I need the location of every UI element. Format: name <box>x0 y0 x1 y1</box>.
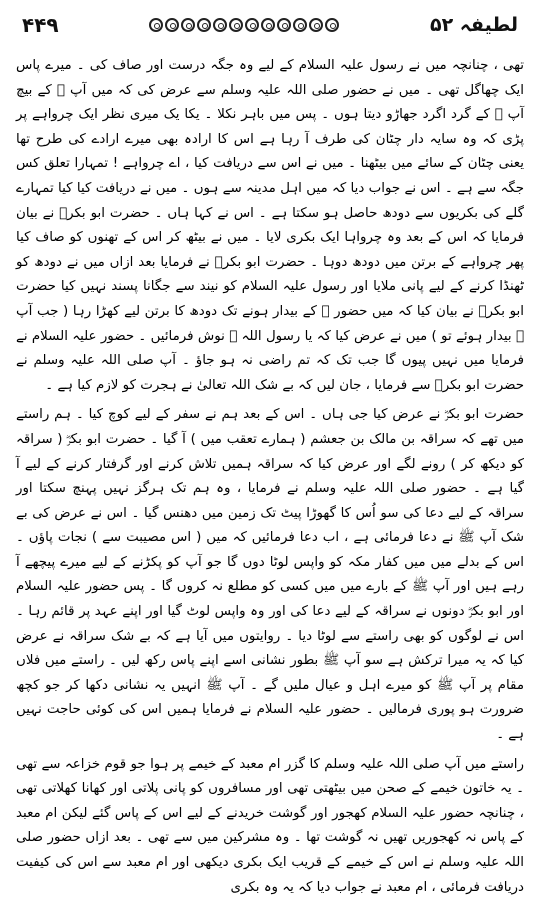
ornament-ring-icon <box>293 18 307 32</box>
header-ornament <box>149 18 339 32</box>
running-head: لطیفہ ۵۲ <box>429 14 518 36</box>
ornament-ring-icon <box>165 18 179 32</box>
ornament-ring-icon <box>181 18 195 32</box>
ornament-ring-icon <box>277 18 291 32</box>
ornament-ring-icon <box>325 18 339 32</box>
page-number: ۴۴۹ <box>22 13 59 37</box>
ornament-ring-icon <box>245 18 259 32</box>
paragraph: حضرت ابو بکرؓ نے عرض کیا جی ہاں ۔ اس کے بعد ہم نے سفر کے لیے کوچ کیا ۔ ہم راستے میں تھے کہ سراقہ بن مالک بن جعشم ( ہمارے تعقب میں ) آ گیا ۔ حضرت ابو بکرؓ ( سراقہ کو دیکھ کر ) رونے لگے اور عرض کیا کہ سراقہ ہمیں تلاش کرنے اور گرفتار کرنے کے لیے آ گیا ہے ۔ حضور صلی اللہ علیہ وسلم نے فرمایا ، وہ ہم تک ہرگز نہیں پہنچ سکتا اور سراقہ کے لیے دعا کی سو اُس کا گھوڑا پیٹ تک زمین میں دھنس گیا ۔ اس نے عرض کی بے شک آپ ﷺ نے دعا فرمائی ہے ، اب دعا فرمائیں کہ میں ( اس مصیبت سے ) نجات پاؤں ۔ اس کے بدلے میں میں کفار مکہ کو واپس لوٹا دوں گا جو آپ کو پکڑنے کے لیے میرے پیچھے آ رہے ہیں اور آپ ﷺ کے بارے میں میں کسی کو مطلع نہ کروں گا ۔ پس حضور علیہ السلام اور ابو بکرؓ دونوں نے سراقہ کے لیے دعا کی اور وہ واپس لوٹ گیا اور اپنے عہد پر قائم رہا ۔ اس نے لوگوں کو بھی راستے سے لوٹا دیا ۔ روایتوں میں آیا ہے کہ بے شک سراقہ نے عرض کیا کہ یہ میرا ترکش ہے سو آپ ﷺ بطور نشانی اسے اپنے پاس رکھ لیں ۔ راستے میں فلاں مقام پر آپ ﷺ کو میرے اہل و عیال ملیں گے ۔ آپ ﷺ انہیں یہ نشانی دکھا کر جو کچھ ضرورت ہو پوری فرمالیں ۔ حضور علیہ السلام نے فرمایا ہمیں اس کی کوئی حاجت نہیں ہے ۔ <box>16 407 524 743</box>
ornament-ring-icon <box>197 18 211 32</box>
ornament-ring-icon <box>309 18 323 32</box>
paragraph: تھی ، چنانچہ میں نے رسول علیہ السلام کے لیے وہ جگہ درست اور صاف کی ۔ میرے پاس ایک چھاگل تھی ۔ میں نے حضور صلی اللہ علیہ وسلم سے عرض کی کہ میں آپ ﷺ کے بیچ آپ ﷺ کے گرد اگرد جھاڑو دیتا ہوں ۔ پس میں باہر نکلا ۔ یکا یک میری نظر ایک چرواہے پر پڑی کہ وہ سایہ دار چٹان کی طرف آ رہا ہے اس کا ارادہ بھی میرے ارادے کی طرح تھا یعنی چٹان کے سائے میں بیٹھنا ۔ میں نے اس سے دریافت کیا ، اے چرواہے ! تمہارا تعلق کس جگہ سے ہے ۔ اس نے جواب دیا کہ میں اہل مدینہ سے ہوں ۔ میں نے دریافت کیا کیا تمہارے گلے کی بکریوں سے دودھ حاصل ہو سکتا ہے ۔ اس نے کہا ہاں ۔ حضرت ابو بکرؓ نے بیان فرمایا کہ اس کے بعد وہ چرواہا ایک بکری لایا ۔ میں نے بیٹھ کر اس کے تھنوں کو صاف کیا پھر چرواہے کے برتن میں دودھ دوہا ۔ حضرت ابو بکرؓ نے فرمایا بعد ازاں میں نے دودھ کو ٹھنڈا کرنے کے لیے پانی ملایا اور رسول علیہ السلام کو نیند سے جگانا پسند نہیں کیا حضرت ابو بکرؓ نے بیان کیا کہ میں حضور ﷺ کے بیدار ہونے تک دودھ کا برتن لیے کھڑا رہا ( جب آپ ﷺ بیدار ہوئے تو ) میں نے عرض کیا کہ یا رسول اللہ ﷺ نوش فرمائیں ۔ حضور علیہ السلام نے فرمایا میں نہیں پیوں گا جب تک کہ تم راضی نہ ہو جاؤ ۔ آپ صلی اللہ علیہ وسلم نے حضرت ابو بکرؓ سے فرمایا ، جان لیں کہ بے شک اللہ تعالیٰ نے ہجرت کو لازم کیا ہے ۔ <box>16 58 524 393</box>
page-header <box>22 10 518 40</box>
paragraph: راستے میں آپ صلی اللہ علیہ وسلم کا گزر ام معبد کے خیمے پر ہوا جو قوم خزاعہ سے تھی ۔ یہ خاتون خیمے کے صحن میں بیٹھتی تھی اور مسافروں کو پانی پلاتی اور کھانا کھلاتی تھی ، چنانچہ حضور علیہ السلام کھجور اور گوشت خریدنے کے لیے اس کے پاس گئے لیکن ام معبد کے پاس نہ کھجوریں تھیں نہ گوشت تھا ۔ وہ مشرکین میں سے تھی ۔ بعد ازاں حضور صلی اللہ علیہ وسلم نے اس کے خیمے کے قریب ایک بکری دیکھی اور ام معبد سے اس کی کیفیت دریافت فرمائی ، ام معبد نے جواب دیا کہ یہ وہ بکری <box>16 756 524 895</box>
ornament-ring-icon <box>149 18 163 32</box>
ornament-ring-icon <box>229 18 243 32</box>
ornament-ring-icon <box>213 18 227 32</box>
ornament-ring-icon <box>261 18 275 32</box>
body-text <box>16 54 524 905</box>
